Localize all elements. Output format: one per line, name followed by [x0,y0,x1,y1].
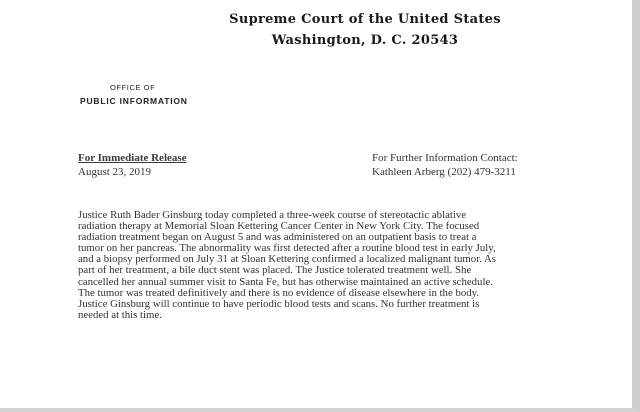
contact-block [372,151,518,179]
office-of-label: OFFICE OF [110,83,156,92]
body-line: The tumor was treated definitively and there is no evidence of disease elsewhere in the body. [78,286,480,299]
letterhead [0,12,632,48]
contact-name-phone: Kathleen Arberg (202) 479-3211 [372,166,516,178]
body-line: cancelled her annual summer visit to Santa Fe, but has otherwise maintained an active schedule. [78,275,493,288]
letterhead-address: Washington, D. C. 20543 [271,33,459,48]
letterhead-court-name: Supreme Court of the United States [229,12,501,27]
body-line: part of her treatment, a bile duct stent was placed. The Justice tolerated treatment well. She [78,264,472,277]
body-paragraph [78,210,568,321]
immediate-release-label: For Immediate Release [78,152,187,164]
release-block [78,151,187,179]
body-line: Justice Ginsburg will continue to have periodic blood tests and scans. No further treatment is [78,297,480,310]
body-line: tumor on her pancreas. The abnormality was first detected after a routine blood test in early July, [78,242,496,255]
office-block [80,81,188,108]
body-line: and a biopsy performed on July 31 at Sloan Kettering confirmed a localized malignant tumor. As [78,253,496,266]
body-line: Justice Ruth Bader Ginsburg today completed a three-week course of stereotactic ablative [78,209,467,221]
release-date: August 23, 2019 [78,166,152,178]
body-line: radiation therapy at Memorial Sloan Kettering Cancer Center in New York City. The focused [78,220,480,233]
body-line: radiation treatment began on August 5 and was administered on an outpatient basis to treat a [78,231,477,244]
body-line: needed at this time. [78,308,162,321]
public-information-label: PUBLIC INFORMATION [80,96,188,106]
contact-label: For Further Information Contact: [372,152,518,164]
